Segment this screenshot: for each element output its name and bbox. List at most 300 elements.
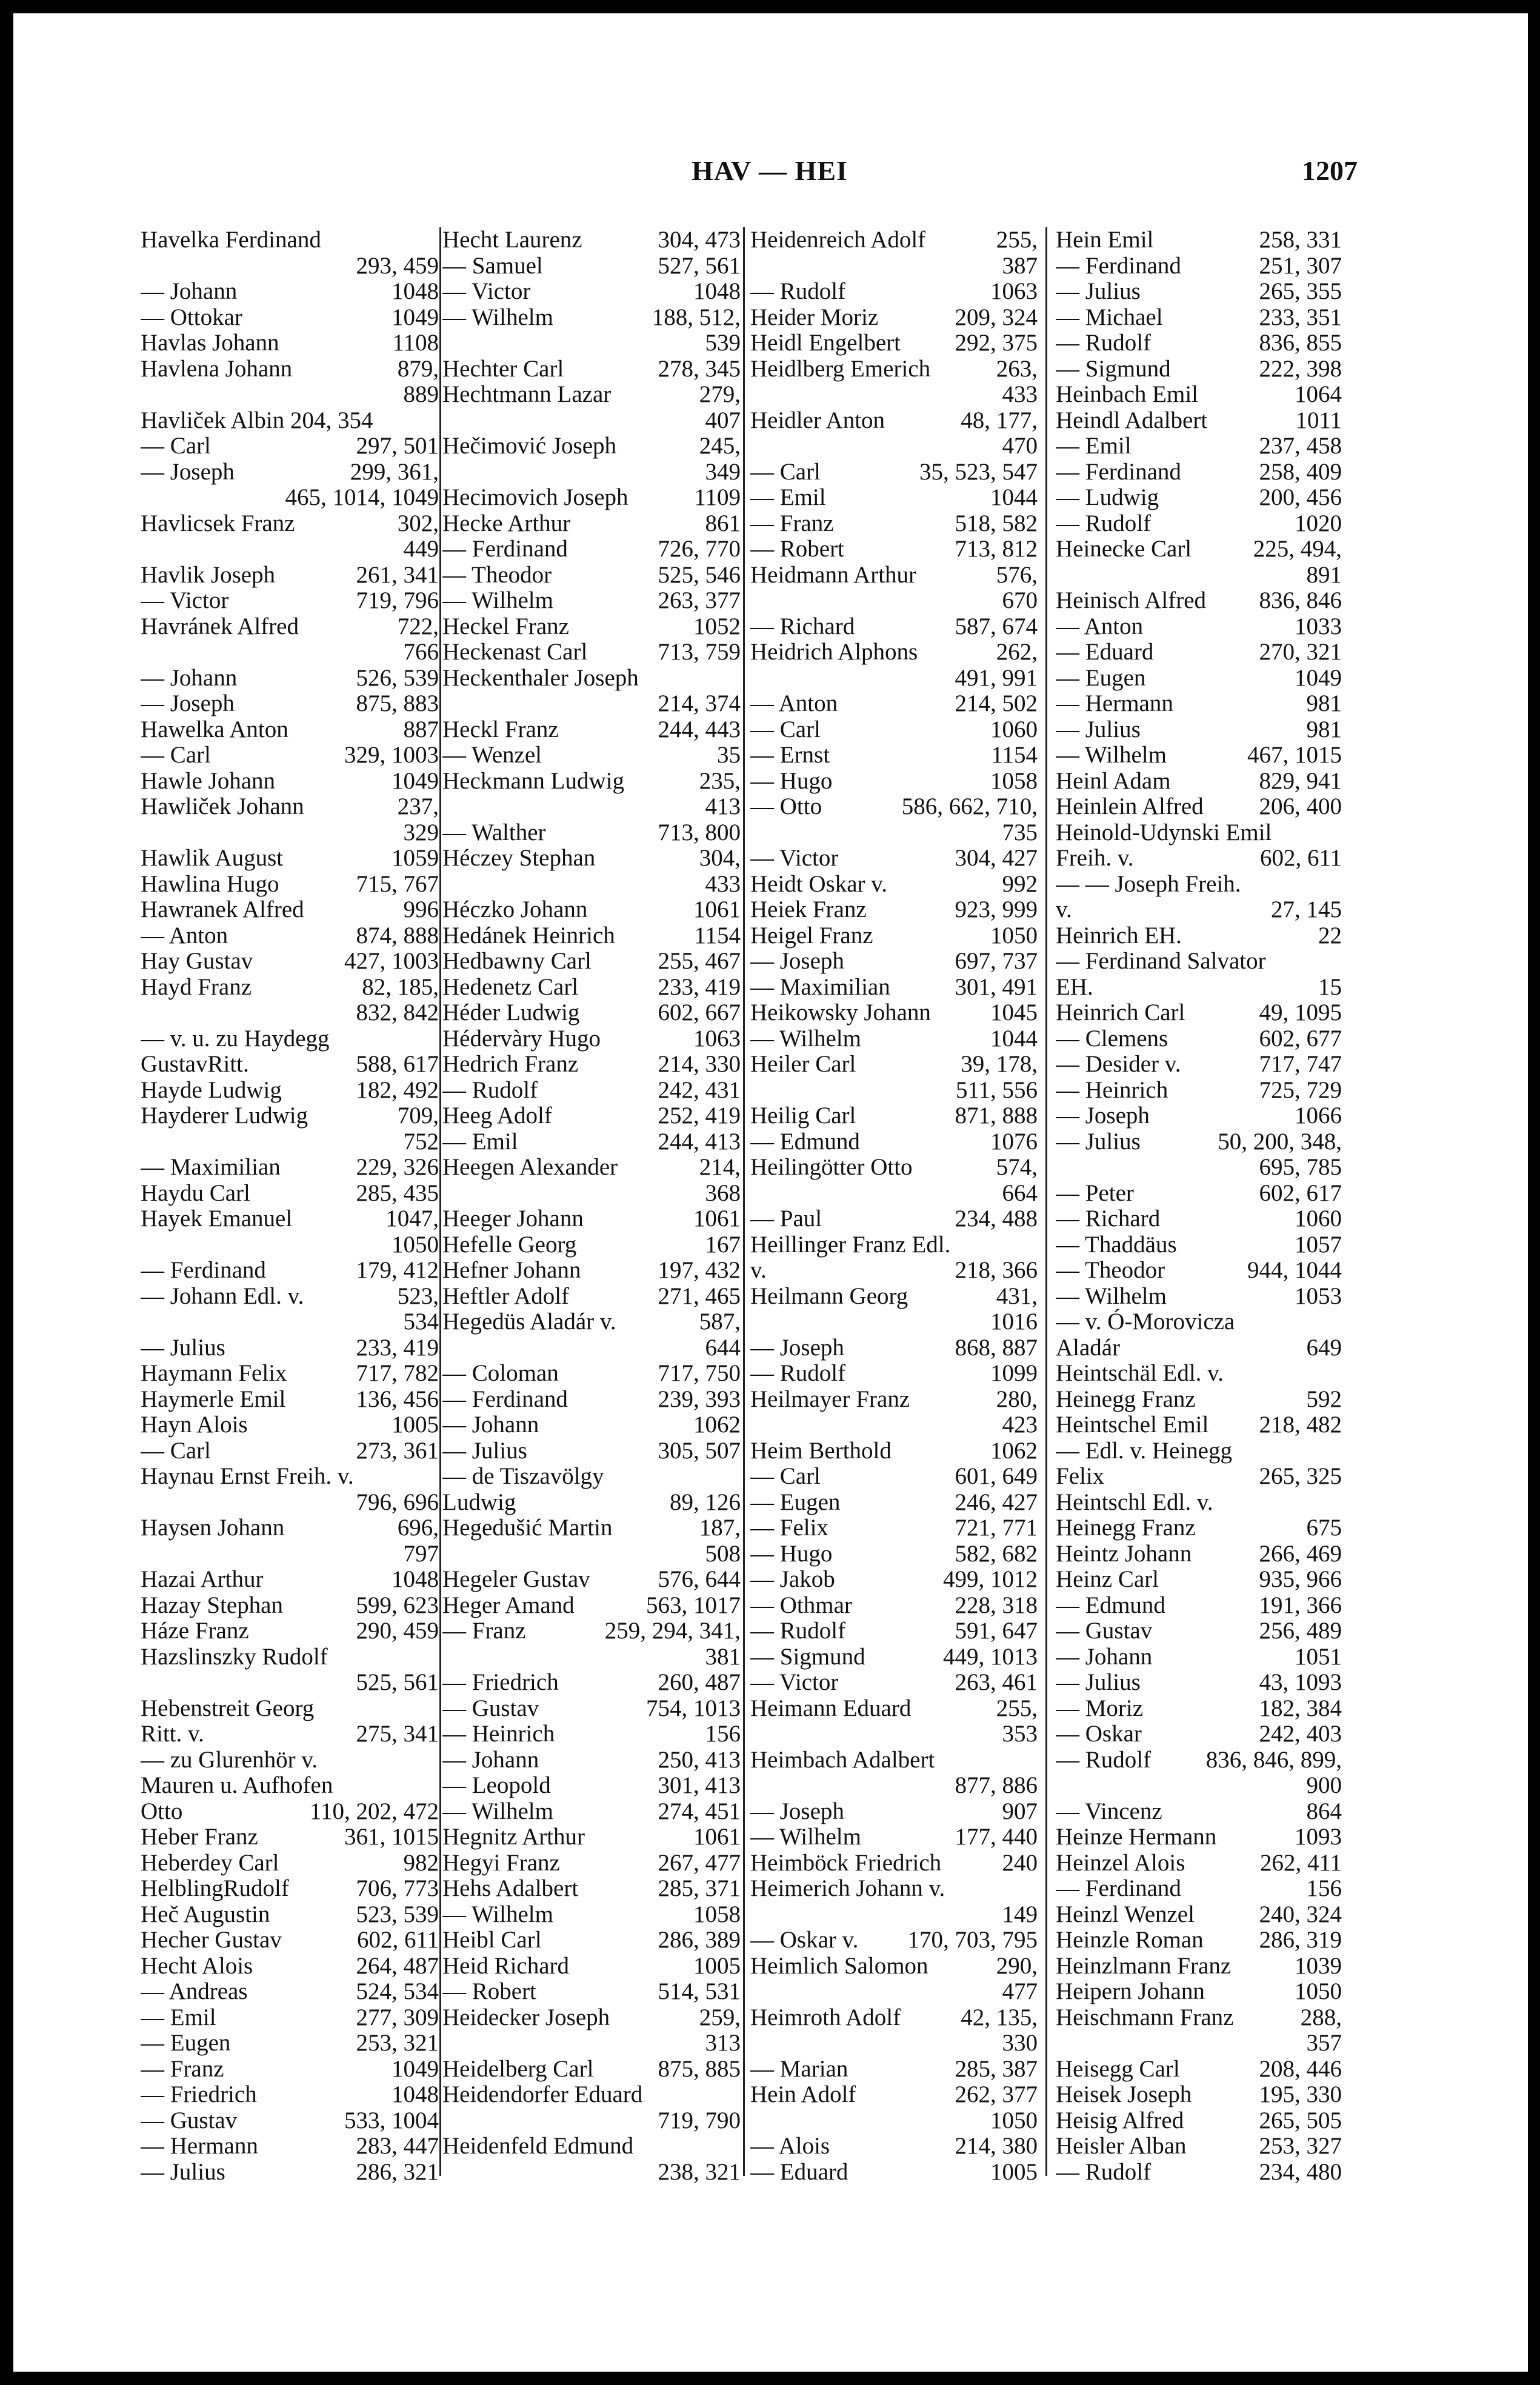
index-entry [442,1876,741,1902]
entry-pages: 1044 [990,1025,1038,1052]
entry-name: — Otto [750,794,822,819]
entry-pages: 525, 546 [658,561,741,588]
index-entry [442,2133,741,2160]
entry-pages: 1045 [990,999,1038,1026]
entry-pages: 1057 [1295,1231,1342,1258]
index-entry [141,665,439,692]
entry-name: — Emil [750,485,826,510]
index-entry [750,279,1038,305]
entry-pages: 179, 412 [356,1257,439,1283]
entry-pages: 715, 767 [356,870,439,897]
scan-border-bottom [0,2372,1540,2385]
entry-name: — Victor [750,846,839,871]
entry-name: — Friedrich [141,2082,257,2107]
entry-pages: 407 [705,407,741,433]
entry-pages: 304, 427 [955,845,1038,871]
index-entry [141,253,439,279]
entry-pages: 283, 447 [356,2133,439,2159]
entry-pages: 233, 419 [356,1334,439,1361]
index-entry [750,459,1038,485]
entry-name: Haymerle Emil [141,1386,286,1412]
entry-pages: 244, 443 [658,716,741,742]
entry-pages: 1052 [693,613,741,639]
entry-name: Heimann Eduard [750,1695,912,1721]
entry-name: — Hermann [1056,691,1173,716]
entry-pages: 527, 561 [658,252,741,279]
entry-name: — zu Glurenhör v. [141,1747,318,1773]
entry-name: — Clemens [1056,1026,1168,1052]
entry-name: — Hermann [141,2133,258,2159]
entry-pages: 302, [397,510,439,536]
entry-pages: 22 [1318,922,1342,949]
entry-pages: 599, 623 [356,1592,439,1618]
index-entry [750,1206,1038,1232]
index-entry [750,1387,1038,1413]
index-entry [1056,305,1342,331]
entry-pages: 766 [403,639,439,665]
entry-pages: 649 [1306,1334,1342,1361]
entry-name: Heberdey Carl [141,1850,279,1876]
index-entry [141,1387,439,1413]
entry-pages: 706, 773 [356,1875,439,1901]
entry-pages: 258, 331 [1259,227,1342,253]
entry-pages: 796, 696 [356,1489,439,1515]
index-entry [442,433,741,459]
entry-pages: 907 [1002,1798,1038,1824]
index-entry [1056,2133,1342,2160]
index-entry [141,1670,439,1696]
index-entry [442,665,741,692]
entry-name: — Eugen [141,2030,231,2056]
entry-pages: 265, 505 [1259,2107,1342,2133]
entry-pages: 524, 534 [356,1978,439,2004]
entry-pages: 42, 135, [961,2004,1038,2030]
index-entry [1056,1876,1342,1902]
entry-pages: 696, [397,1515,439,1541]
entry-name: Hayn Alois [141,1412,248,1438]
entry-pages: 214, 380 [955,2133,1038,2159]
index-entry [750,1412,1038,1438]
index-entry [141,2133,439,2160]
entry-pages: 1108 [392,330,439,356]
entry-name: Havelka Ferdinand [141,227,321,253]
entry-name: Heimböck Friedrich [750,1850,942,1876]
entry-pages [1337,820,1342,846]
entry-name: — Robert [442,1979,536,2004]
index-entry [750,639,1038,665]
entry-name: — Victor [141,588,229,613]
entry-pages: 1049 [392,2055,439,2082]
entry-pages: 1061 [693,1206,741,1232]
index-entry [442,511,741,537]
entry-pages: 602, 611 [356,1927,439,1953]
entry-name: Hawranek Alfred [141,897,304,922]
entry-pages: 1062 [990,1437,1038,1464]
index-entry [750,2082,1038,2108]
entry-pages: 214, 502 [955,690,1038,716]
entry-pages: 228, 318 [955,1592,1038,1618]
index-entry [1056,2160,1342,2186]
entry-pages [434,1026,439,1052]
index-entry [442,2082,741,2108]
entry-pages: 923, 999 [955,896,1038,922]
index-entry [141,2082,439,2108]
index-entry [442,227,741,253]
index-entry [442,1850,741,1876]
index-entry [1056,433,1342,459]
entry-name: — Eduard [1056,639,1154,665]
entry-pages: 1076 [990,1128,1038,1155]
entry-pages: 182, 384 [1259,1695,1342,1721]
index-entry [442,536,741,562]
entry-name: Heinrich EH. [1056,922,1182,949]
entry-pages: 274, 451 [658,1798,741,1824]
entry-name: Freih. v. [1056,846,1134,871]
index-entry [442,356,741,382]
entry-name: — Eduard [750,2159,848,2185]
index-entry [141,717,439,743]
index-entry [141,639,439,665]
index-entry [141,1618,439,1644]
entry-name: — Emil [442,1129,518,1155]
index-entry [141,1876,439,1902]
entry-pages: 1093 [1295,1824,1342,1850]
entry-pages [736,665,741,692]
entry-name: Hazay Stephan [141,1592,283,1618]
index-entry [750,1593,1038,1619]
entry-name: — Gustav [442,1695,539,1721]
entry-name: Havránek Alfred [141,613,299,639]
index-entry [750,923,1038,949]
entry-pages [736,2082,741,2108]
index-entry [141,742,439,769]
entry-name: Haymann Felix [141,1361,287,1386]
entry-name: Hein Adolf [750,2082,856,2107]
entry-pages: 1063 [693,1025,741,1052]
entry-pages: 875, 883 [356,690,439,716]
index-entry [442,1438,741,1464]
entry-name: — Victor [442,279,531,304]
index-entry [750,382,1038,408]
index-entry [442,1000,741,1026]
entry-pages: 1063 [990,278,1038,304]
index-entry [750,1644,1038,1670]
entry-pages: 255, [996,227,1038,253]
index-entry [750,1181,1038,1207]
entry-name: — Ludwig [1056,485,1159,510]
index-entry [750,1155,1038,1181]
entry-name: Heinbach Emil [1056,382,1199,407]
entry-pages: 167 [705,1231,741,1258]
entry-pages: 836, 846, 899, [1205,1746,1342,1773]
entry-name: Heiek Franz [750,897,867,922]
entry-pages: 222, 398 [1259,355,1342,382]
index-entry [1056,794,1342,820]
index-entry [141,1850,439,1876]
entry-pages: 349 [705,458,741,485]
entry-pages: 237, [397,793,439,819]
entry-pages [1337,1438,1342,1464]
index-entry [1056,1850,1342,1876]
index-entry [750,949,1038,975]
entry-name: Heimbach Adalbert [750,1747,935,1773]
entry-pages: 270, 321 [1259,639,1342,665]
entry-pages: 413 [705,793,741,819]
entry-name: v. [750,1258,767,1283]
index-entry [1056,2030,1342,2056]
entry-name: — Franz [750,510,834,536]
entry-name: Heim Berthold [750,1438,892,1464]
entry-pages: 361, 1015 [344,1824,439,1850]
entry-pages: 1049 [1295,664,1342,691]
entry-name: Heischmann Franz [1056,2004,1234,2030]
index-entry [141,846,439,872]
entry-name: — Johann [1056,1644,1153,1670]
entry-name: Heidlberg Emerich [750,356,931,382]
entry-name: — Samuel [442,253,543,279]
index-column-1 [141,227,439,2185]
entry-name: Heisig Alfred [1056,2107,1184,2133]
entry-pages: 279, [699,381,741,407]
entry-name: Otto [141,1798,183,1824]
index-entry [141,1335,439,1361]
index-entry [1056,1438,1342,1464]
entry-pages: 271, 465 [658,1283,741,1309]
index-entry [1056,2082,1342,2108]
entry-pages: 879, [397,355,439,382]
entry-name: — Alois [750,2133,830,2159]
entry-pages: 449, 1013 [943,1643,1038,1670]
entry-pages: 981 [1306,690,1342,716]
index-entry [442,1644,741,1670]
index-entry [442,1232,741,1258]
entry-pages: 871, 888 [955,1102,1038,1129]
entry-name: — Marian [750,2056,848,2082]
entry-pages: 110, 202, 472 [309,1798,439,1824]
entry-name: Hay Gustav [141,949,253,974]
index-entry [750,1953,1038,1980]
index-entry [1056,665,1342,692]
entry-pages: 313 [705,2030,741,2056]
entry-pages: 735 [1002,819,1038,846]
entry-name: GustavRitt. [141,1052,249,1077]
entry-name: — Paul [750,1206,822,1232]
entry-name: — Friedrich [442,1670,559,1695]
entry-pages: 252, 419 [658,1102,741,1129]
index-entry [442,923,741,949]
index-entry [442,1490,741,1516]
entry-pages: 717, 747 [1259,1051,1342,1077]
entry-name: Hehs Adalbert [442,1876,579,1901]
index-entry [442,846,741,872]
entry-pages: 290, [996,1952,1038,1979]
entry-pages: 273, 361 [356,1437,439,1464]
entry-pages: 304, 473 [658,227,741,253]
entry-pages: 874, 888 [356,922,439,949]
index-entry [442,1309,741,1335]
entry-name: Heidecker Joseph [442,2004,610,2030]
index-entry [1056,382,1342,408]
entry-name: Hecht Laurenz [442,227,582,253]
column-rule [743,227,745,2176]
index-entry [141,1824,439,1850]
entry-name: Heinzl Wenzel [1056,1901,1195,1927]
index-entry [750,1284,1038,1310]
index-entry [442,1773,741,1799]
index-entry [442,1078,741,1104]
index-entry [750,305,1038,331]
entry-pages: 675 [1306,1515,1342,1541]
entry-name: Heimerich Johann v. [750,1876,945,1901]
entry-name: Heid Richard [442,1953,570,1979]
entry-pages: 209, 324 [955,304,1038,330]
index-entry [141,2108,439,2134]
entry-name: Heimroth Adolf [750,2004,901,2030]
entry-name: Heikowsky Johann [750,1000,931,1026]
entry-name: Hecht Alois [141,1953,253,1979]
entry-pages: 576, [996,561,1038,588]
index-entry [750,769,1038,795]
entry-pages: 523, 539 [356,1901,439,1927]
index-entry [442,1927,741,1953]
index-entry [442,588,741,614]
entry-pages: 427, 1003 [344,948,439,974]
entry-pages: 285, 435 [356,1179,439,1206]
index-entry [442,1670,741,1696]
index-entry [1056,1747,1342,1773]
entry-pages: 238, 321 [658,2158,741,2185]
entry-name: Hecke Arthur [442,510,571,536]
index-entry [141,1052,439,1078]
entry-pages: 713, 759 [658,639,741,665]
index-entry [442,1541,741,1567]
entry-name: — Thaddäus [1056,1232,1177,1258]
entry-pages: 208, 446 [1259,2055,1342,2082]
index-entry [442,1335,741,1361]
entry-name: — Ferdinand [1056,1876,1181,1901]
entry-pages: 255, [996,1695,1038,1721]
entry-pages [1033,1747,1038,1773]
entry-pages: 214, 330 [658,1051,741,1077]
entry-name: Hechter Carl [442,356,564,382]
entry-pages: 301, 491 [955,973,1038,1000]
entry-name: Heipern Johann [1056,1979,1205,2004]
entry-pages: 253, 321 [356,2030,439,2056]
entry-pages: 266, 469 [1259,1540,1342,1567]
index-entry [442,614,741,640]
entry-pages: 206, 400 [1259,793,1342,819]
entry-pages: 242, 403 [1259,1721,1342,1747]
entry-pages: 877, 886 [955,1772,1038,1798]
index-entry [1056,408,1342,434]
entry-pages: 82, 185, [362,973,439,1000]
entry-name: Heinlein Alfred [1056,794,1204,819]
entry-pages: 191, 366 [1259,1592,1342,1618]
entry-pages: 592 [1306,1386,1342,1412]
index-entry [750,2160,1038,2186]
entry-pages: 262, 411 [1259,1849,1342,1876]
index-entry [1056,1927,1342,1953]
entry-pages: 290, 459 [356,1618,439,1644]
index-entry [750,1052,1038,1078]
index-entry [141,1773,439,1799]
index-entry [750,485,1038,511]
entry-pages: 299, 361, [350,458,439,485]
entry-pages: 50, 200, 348, [1218,1128,1342,1155]
entry-pages: 511, 556 [955,1076,1038,1103]
entry-pages: 602, 667 [658,999,741,1026]
index-entry [141,1026,439,1052]
index-entry [1056,1335,1342,1361]
entry-name: — Robert [750,536,844,562]
index-entry [141,1747,439,1773]
entry-pages: 39, 178, [961,1051,1038,1077]
entry-pages: 752 [403,1128,439,1155]
entry-name: — Victor [750,1670,839,1695]
index-entry [442,1953,741,1980]
entry-pages: 1058 [693,1901,741,1927]
entry-pages [434,227,439,253]
entry-pages: 182, 492 [356,1076,439,1103]
entry-pages: 717, 782 [356,1360,439,1386]
entry-name: — Rudolf [750,279,846,304]
entry-pages: 721, 771 [955,1515,1038,1541]
entry-name: — Carl [141,1438,211,1464]
entry-pages [434,1747,439,1773]
index-entry [1056,1902,1342,1928]
entry-pages: 797 [403,1540,439,1567]
index-entry [442,2056,741,2083]
entry-pages: 235, [699,767,741,794]
entry-name: Hegeler Gustav [442,1567,590,1592]
index-entry [1056,691,1342,717]
entry-name: Heintschäl Edl. v. [1056,1361,1224,1386]
entry-pages: 197, 432 [658,1257,741,1283]
entry-pages: 1044 [990,484,1038,510]
index-entry [1056,1773,1342,1799]
index-entry [1056,330,1342,356]
index-entry [1056,562,1342,589]
entry-pages: 170, 703, 795 [907,1927,1038,1953]
entry-pages: 433 [705,870,741,897]
entry-pages: 239, 393 [658,1386,741,1412]
entry-name: Heisegg Carl [1056,2056,1180,2082]
index-entry [442,1103,741,1129]
entry-name: — Richard [1056,1206,1161,1232]
entry-name: — Carl [141,433,211,459]
index-entry [750,1747,1038,1773]
entry-name: Hegedušić Martin [442,1515,613,1541]
entry-name: Heindl Adalbert [1056,407,1208,433]
index-entry [1056,717,1342,743]
entry-name: Hegedüs Aladár v. [442,1309,616,1335]
entry-pages: 27, 145 [1271,896,1342,922]
entry-pages: 381 [705,1643,741,1670]
entry-name: — Wilhelm [1056,1283,1167,1309]
scan-border-left [0,0,13,2385]
index-entry [442,1181,741,1207]
index-entry [750,1850,1038,1876]
entry-pages: 265, 355 [1259,278,1342,304]
entry-pages: 387 [1002,252,1038,279]
entry-pages: 526, 539 [356,664,439,691]
index-entry [141,949,439,975]
entry-name: Hedrich Franz [442,1052,579,1077]
index-entry [1056,279,1342,305]
entry-pages [434,408,439,434]
entry-name: — Julius [1056,1670,1141,1695]
index-entry [442,1129,741,1155]
